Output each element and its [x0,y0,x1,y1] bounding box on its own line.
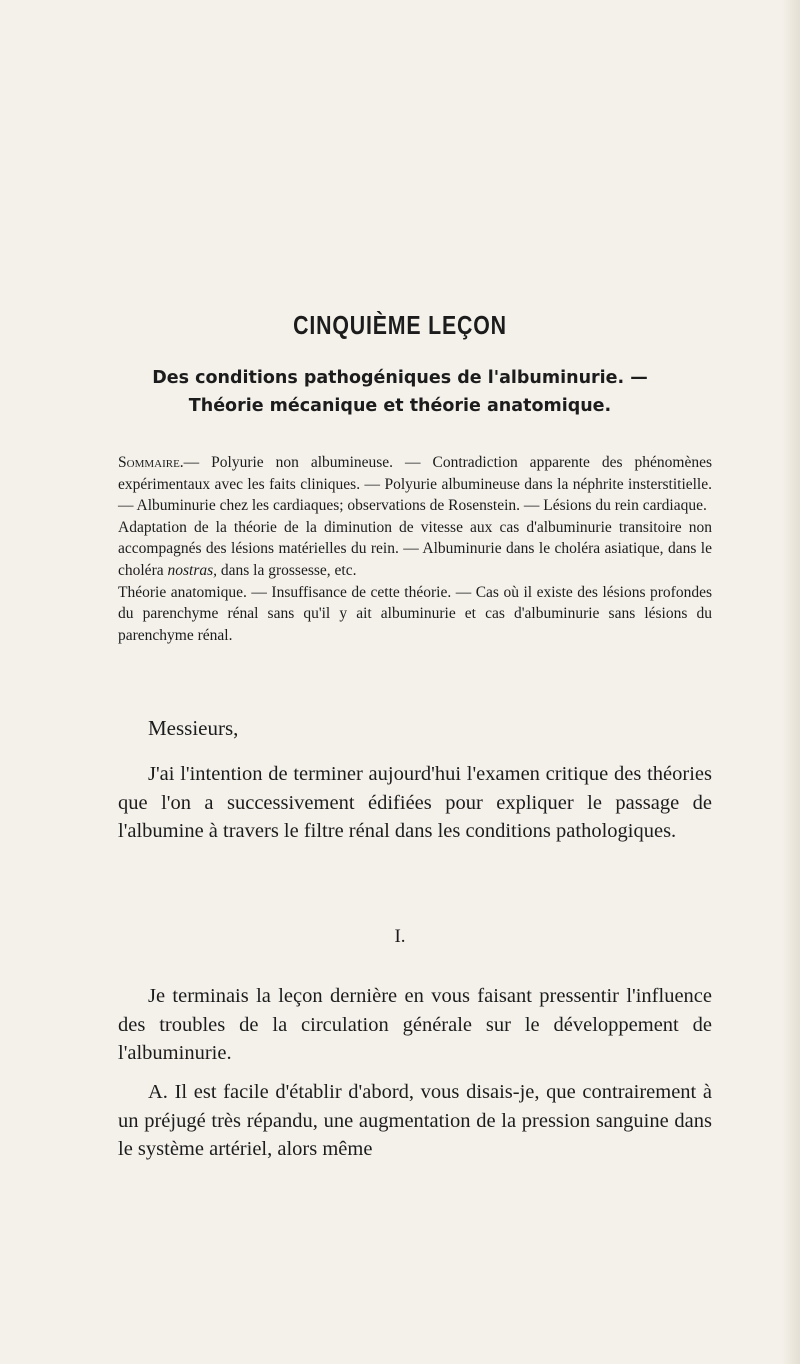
summary-paragraph-2 [118,517,712,582]
paragraph-2-text: Je terminais la leçon dernière en vous faisant pressentir l'influence des troubles de la circulation générale sur le développement de l'albuminurie. [118,985,712,1065]
paragraph-1-text: J'ai l'intention de terminer aujourd'hui l'examen critique des théories que l'on a successivement édifiées pour expliquer le passage de l'albumine à travers le filtre rénal dans les conditions pathologiques. [118,763,712,843]
summary-label: Sommaire. [118,454,184,471]
summary-text-2a: Adaptation de la théorie de la diminution de vitesse aux cas d'albuminurie transitoire non accompagnés des lésions matérielles du rein. — Albuminurie dans le choléra asiatique, dans le choléra [118,518,712,579]
body-paragraph-3 [118,1078,712,1164]
summary-text-2-italic: nostras, [167,561,218,579]
summary-text-2b: dans la grossesse, etc. [217,561,357,579]
summary-paragraph-1 [118,452,712,517]
lesson-heading-line1: Des conditions pathogéniques de l'albuminurie. — [152,368,648,388]
body-paragraph-2 [118,982,712,1068]
page-edge-shadow [782,0,800,1364]
greeting: Messieurs, [148,716,239,740]
lesson-heading-line2: Théorie mécanique et théorie anatomique. [188,396,612,416]
summary-block [118,452,712,646]
section-number: I. [394,926,406,947]
paragraph-3-text: A. Il est facile d'établir d'abord, vous disais-je, que contrairement à un préjugé très répandu, une augmentation de la pression sanguine dans le système artériel, alors même [118,1081,712,1161]
summary-text-1: — Polyurie non albumineuse. — Contradiction apparente des phénomènes expérimentaux avec les faits cliniques. — Polyurie albumineuse dans la néphrite insterstitielle.— Albuminurie chez les cardiaques; observations de Rosenstein. — Lésions du rein cardiaque. [118,454,712,515]
body-paragraph-1 [118,760,712,846]
chapter-title: CINQUIÈME LEÇON [293,310,507,340]
summary-paragraph-3: Théorie anatomique. — Insuffisance de cette théorie. — Cas où il existe des lésions profondes du parenchyme rénal sans qu'il y ait albuminurie et cas d'albuminurie sans lésions du parenchyme rénal. [118,583,712,644]
